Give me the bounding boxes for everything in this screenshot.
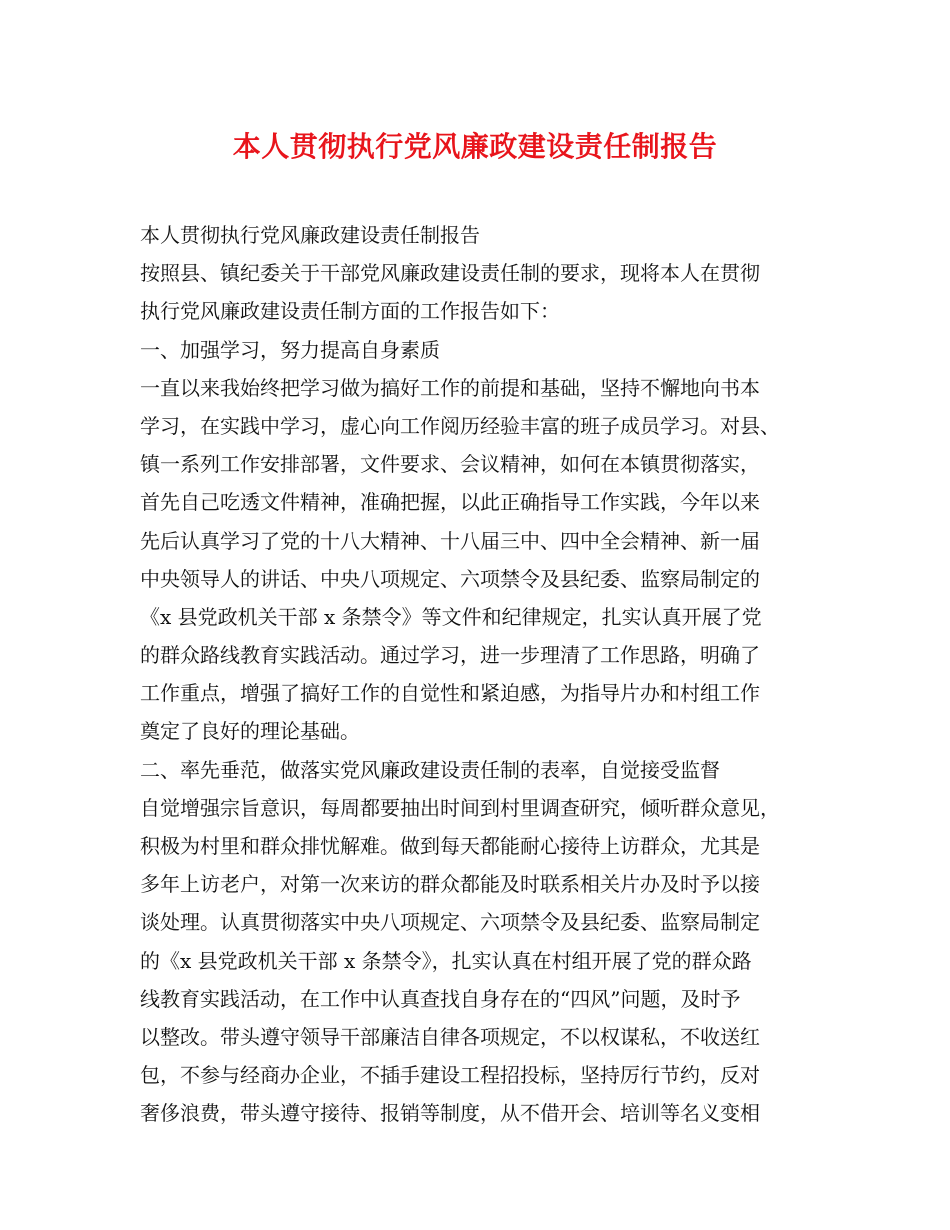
- body-line: 首先自己吃透文件精神，准确把握，以此正确指导工作实践，今年以来: [140, 490, 760, 515]
- body-line: 的《x 县党政机关干部 x 条禁令》，扎实认真在村组开展了党的群众路: [140, 948, 752, 973]
- document-body: [140, 216, 816, 1133]
- body-line: 多年上访老户，对第一次来访的群众都能及时联系相关片办及时予以接: [140, 872, 760, 897]
- body-line: 线教育实践活动，在工作中认真查找自身存在的“四风”问题，及时予: [140, 986, 741, 1011]
- body-line: 二、率先垂范，做落实党风廉政建设责任制的表率，自觉接受监督: [140, 757, 720, 782]
- body-line: 包，不参与经商办企业，不插手建设工程招投标，坚持厉行节约，反对: [140, 1063, 760, 1088]
- body-line: 按照县、镇纪委关于干部党风廉政建设责任制的要求，现将本人在贯彻: [140, 261, 760, 286]
- body-line: 中央领导人的讲话、中央八项规定、六项禁令及县纪委、监察局制定的: [140, 566, 760, 591]
- body-line: 执行党风廉政建设责任制方面的工作报告如下：: [140, 299, 560, 324]
- body-line: 一、加强学习，努力提高自身素质: [140, 337, 440, 362]
- body-line: 以整改。带头遵守领导干部廉洁自律各项规定，不以权谋私，不收送红: [140, 1024, 760, 1049]
- body-line: 积极为村里和群众排忧解难。做到每天都能耐心接待上访群众，尤其是: [140, 834, 760, 858]
- body-line: 奠定了良好的理论基础。: [140, 719, 360, 744]
- body-line: 自觉增强宗旨意识，每周都要抽出时间到村里调查研究，倾听群众意见，: [140, 795, 780, 820]
- body-line: 《x 县党政机关干部 x 条禁令》等文件和纪律规定，扎实认真开展了党: [140, 604, 762, 629]
- body-line: 学习，在实践中学习，虚心向工作阅历经验丰富的班子成员学习。对县、: [140, 413, 780, 438]
- body-line: 镇一系列工作安排部署，文件要求、会议精神，如何在本镇贯彻落实，: [140, 452, 760, 477]
- body-line: 的群众路线教育实践活动。通过学习，进一步理清了工作思路，明确了: [140, 643, 760, 668]
- body-line: 一直以来我始终把学习做为搞好工作的前提和基础，坚持不懈地向书本: [140, 375, 760, 400]
- body-line: 奢侈浪费，带头遵守接待、报销等制度，从不借开会、培训等名义变相: [140, 1101, 760, 1126]
- body-line: 本人贯彻执行党风廉政建设责任制报告: [140, 223, 480, 247]
- document-title: 本人贯彻执行党风廉政建设责任制报告: [232, 130, 718, 163]
- body-line: 工作重点，增强了搞好工作的自觉性和紧迫感，为指导片办和村组工作: [140, 681, 760, 706]
- body-line: 谈处理。认真贯彻落实中央八项规定、六项禁令及县纪委、监察局制定: [140, 910, 760, 935]
- body-line: 先后认真学习了党的十八大精神、十八届三中、四中全会精神、新一届: [140, 528, 760, 553]
